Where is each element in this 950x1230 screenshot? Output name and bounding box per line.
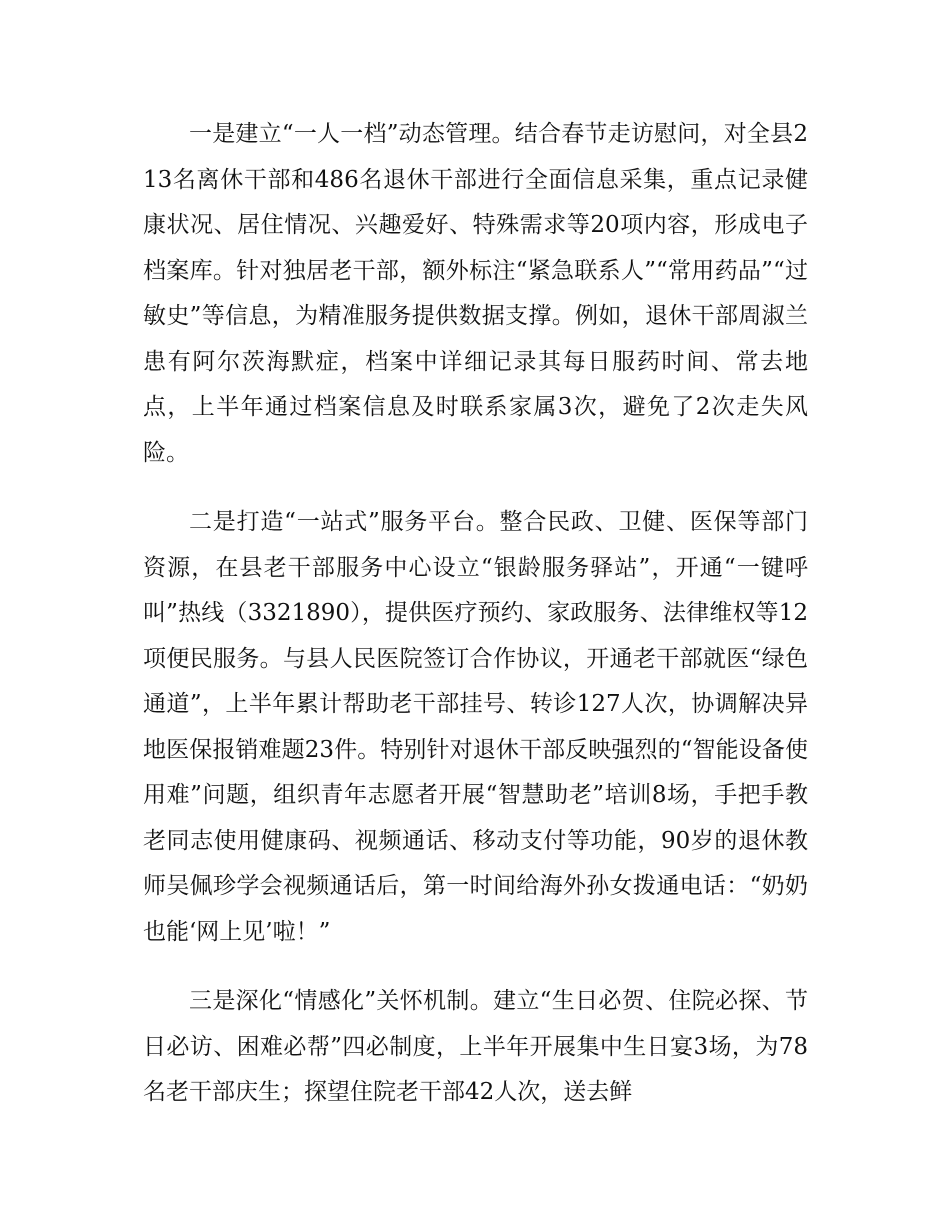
paragraph-service-platform: 二是打造“一站式”服务平台。整合民政、卫健、医保等部门资源，在县老干部服务中心设立“银龄服务驿站”，开通“一键呼叫”热线（3321890），提供医疗预约、家政服务、法律维权等12项便民服务。与县人民医院签订合作协议，开通老干部就医“绿色通道”，上半年累计帮助老干部挂号、转诊127人次，协调解决异地医保报销难题23件。特别针对退休干部反映强烈的“智能设备使用难”问题，组织青年志愿者开展“智慧助老”培训8场，手把手教老同志使用健康码、视频通话、移动支付等功能，90岁的退休教师吴佩珍学会视频通话后，第一时间给海外孙女拨通电话：“奶奶也能‘网上见’啦！” <box>143 509 808 945</box>
paragraph-care-mechanism: 三是深化“情感化”关怀机制。建立“生日必贺、住院必探、节日必访、困难必帮”四必制度，上半年开展集中生日宴3场，为78名老干部庆生；探望住院老干部42人次，送去鲜 <box>143 988 808 1105</box>
paragraph-archive-management: 一是建立“一人一档”动态管理。结合春节走访慰问，对全县213名离休干部和486名退休干部进行全面信息采集，重点记录健康状况、居住情况、兴趣爱好、特殊需求等20项内容，形成电子档案库。针对独居老干部，额外标注“紧急联系人”“常用药品”“过敏史”等信息，为精准服务提供数据支撑。例如，退休干部周淑兰患有阿尔茨海默症，档案中详细记录其每日服药时间、常去地点，上半年通过档案信息及时联系家属3次，避免了2次走失风险。 <box>143 121 808 466</box>
document-body <box>143 112 808 1140</box>
